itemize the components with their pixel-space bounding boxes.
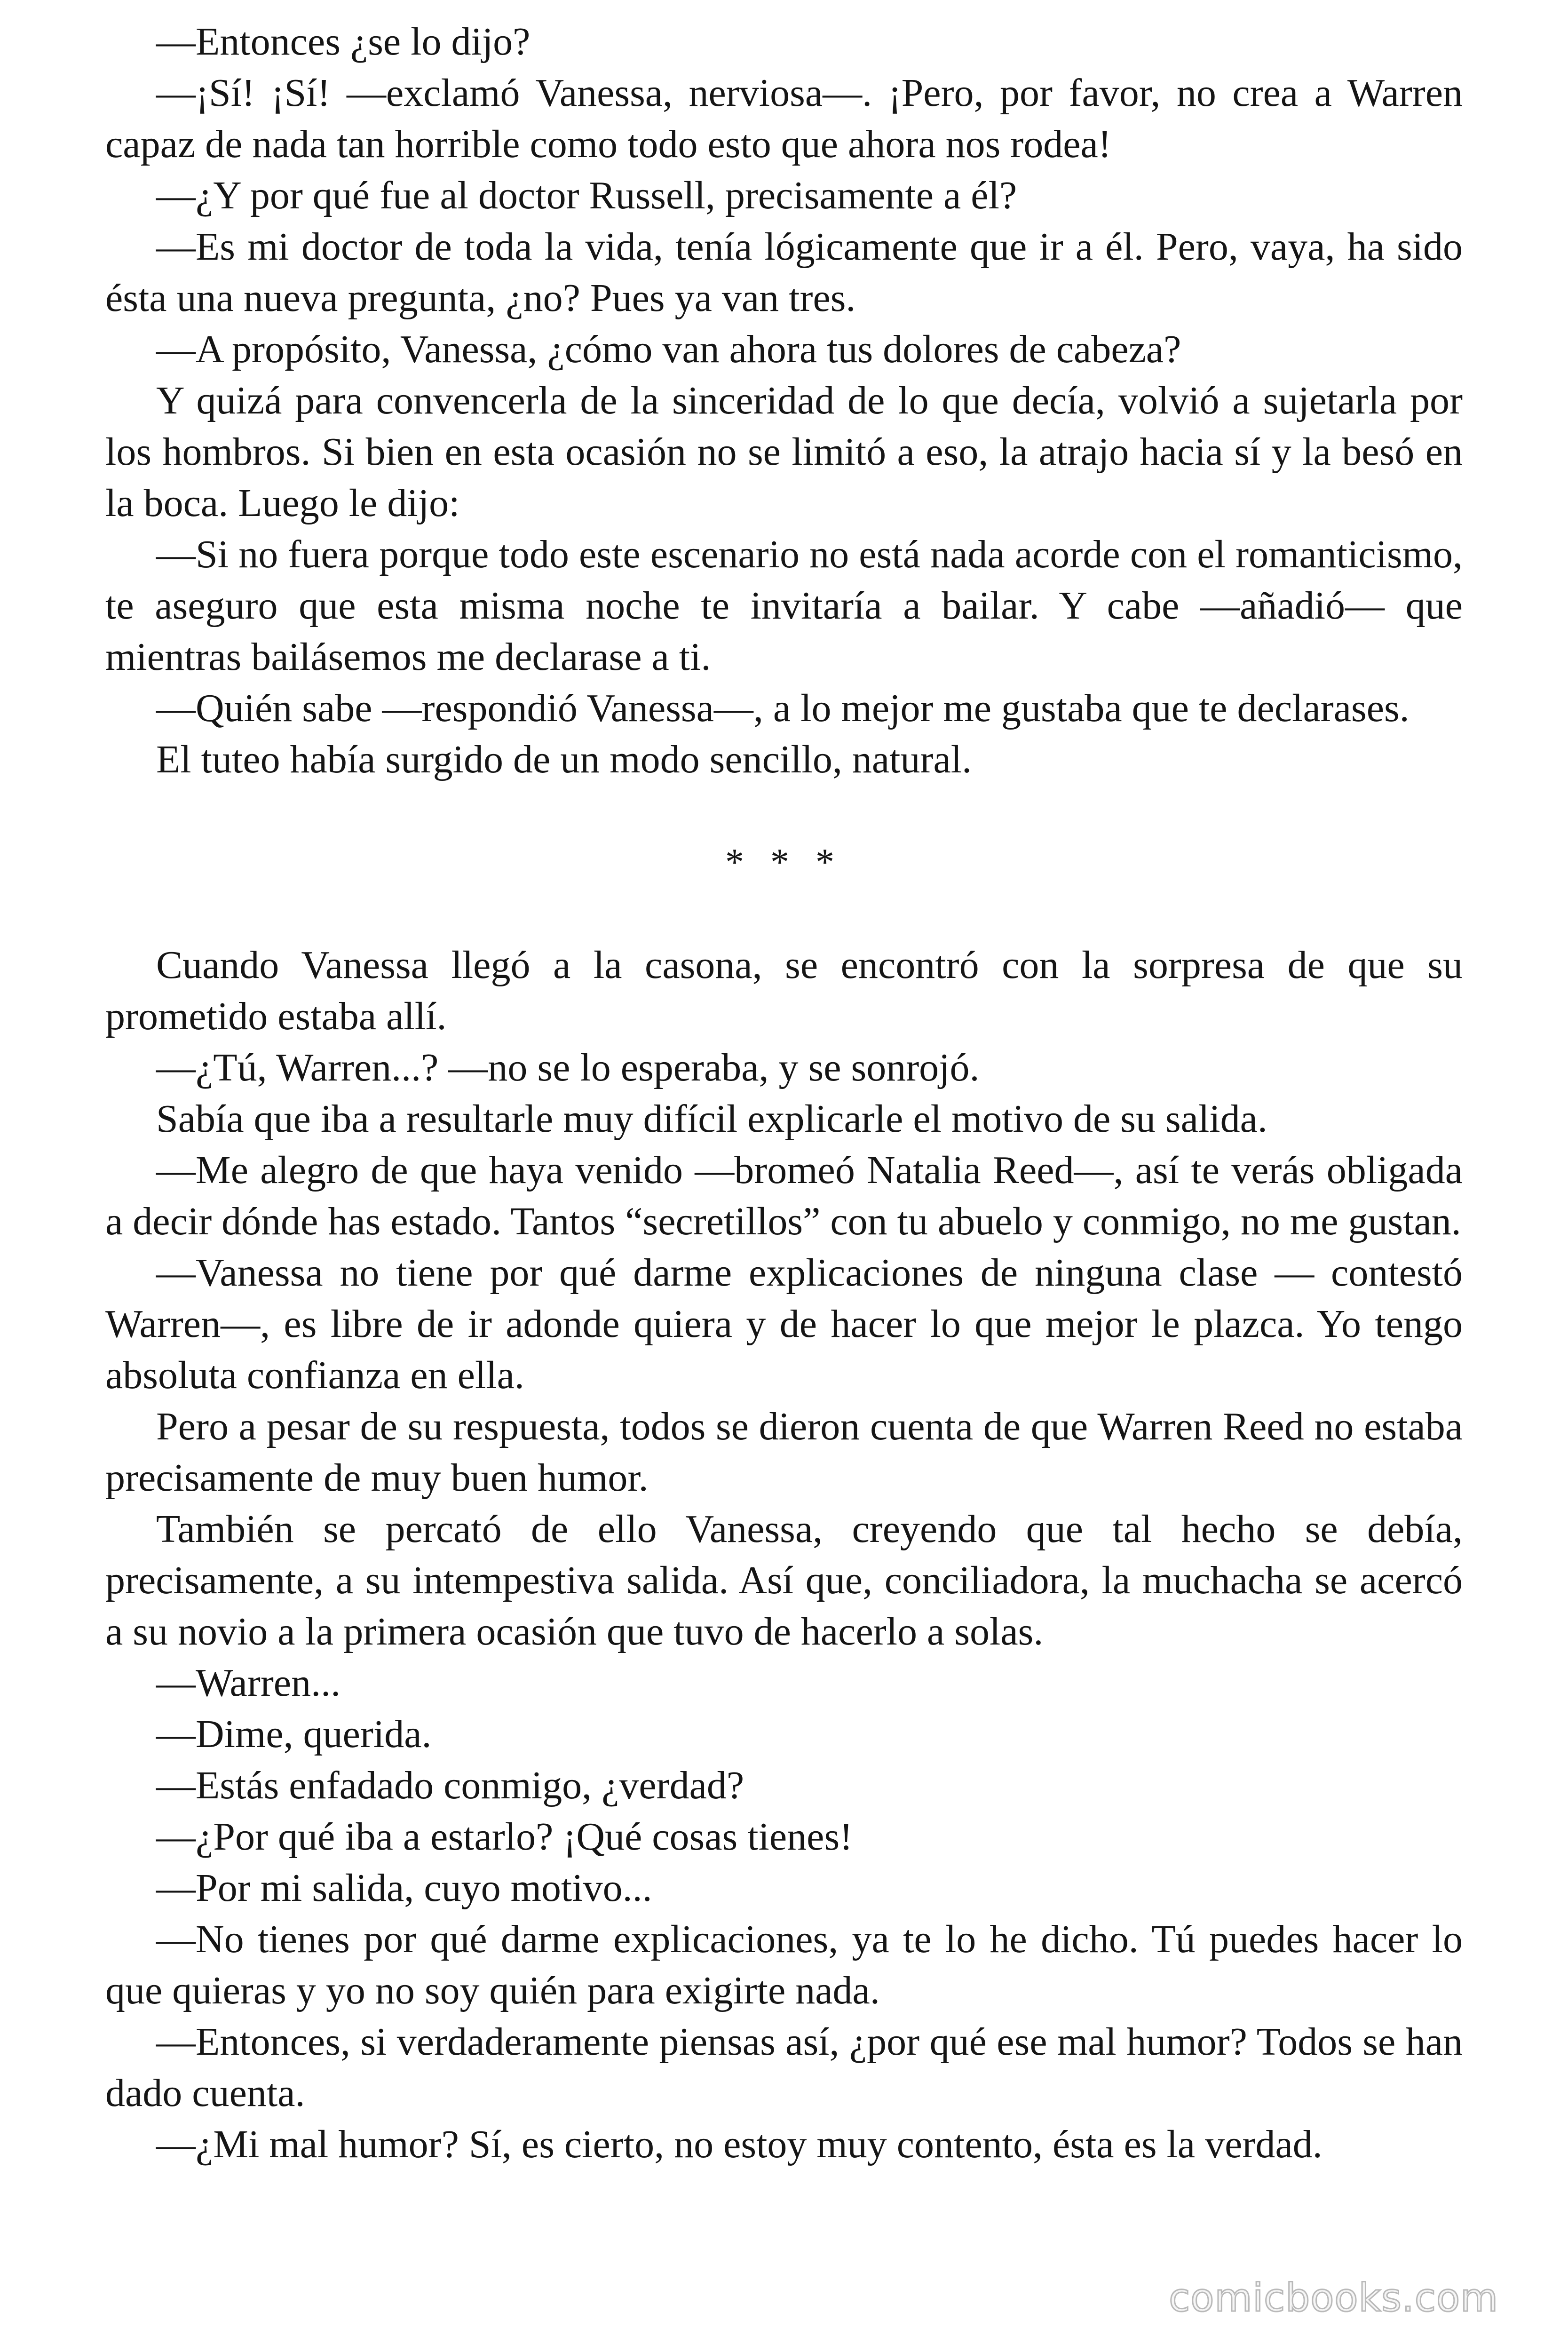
watermark: comicbooks.com [1169, 2276, 1498, 2320]
paragraph: Sabía que iba a resultarle muy difícil explicarle el motivo de su salida. [156, 1097, 1267, 1141]
paragraph: Y quizá para convencerla de la sinceridad de lo que decía, volvió a sujetarla por los hombros. Si bien en esta ocasión no se limitó a eso, la atrajo hacia sí y la besó en la boca. Luego le dijo: [105, 379, 1463, 525]
paragraph: —Warren... [156, 1661, 341, 1705]
paragraph: —Si no fuera porque todo este escenario no está nada acorde con el romanticismo, te aseguro que esta misma noche te invitaría a bailar. Y cabe —añadió— que mientras bailásemos me declarase a ti. [105, 532, 1463, 679]
section-separator: * * * [725, 842, 843, 883]
paragraph: También se percató de ello Vanessa, creyendo que tal hecho se debía, precisamente, a su intempestiva salida. Así que, conciliadora, la muchacha se acercó a su novio a la primera ocasión que tuvo de hacerlo a solas. [105, 1507, 1463, 1653]
paragraph: —Estás enfadado conmigo, ¿verdad? [156, 1764, 744, 1807]
paragraph: —Dime, querida. [156, 1712, 432, 1756]
paragraph: Cuando Vanessa llegó a la casona, se encontró con la sorpresa de que su prometido estaba allí. [105, 943, 1463, 1038]
paragraph: —Es mi doctor de toda la vida, tenía lógicamente que ir a él. Pero, vaya, ha sido ésta una nueva pregunta, ¿no? Pues ya van tres. [105, 225, 1463, 320]
paragraph: —No tienes por qué darme explicaciones, ya te lo he dicho. Tú puedes hacer lo que quieras y yo no soy quién para exigirte nada. [105, 1917, 1463, 2012]
text-column [105, 16, 1463, 2170]
paragraph: El tuteo había surgido de un modo sencillo, natural. [156, 738, 972, 781]
paragraph: —¿Y por qué fue al doctor Russell, precisamente a él? [156, 174, 1017, 217]
paragraph: Pero a pesar de su respuesta, todos se dieron cuenta de que Warren Reed no estaba precisamente de muy buen humor. [105, 1405, 1463, 1500]
paragraph: —Vanessa no tiene por qué darme explicaciones de ninguna clase — contestó Warren—, es libre de ir adonde quiera y de hacer lo que mejor le plazca. Yo tengo absoluta confianza en ella. [105, 1251, 1463, 1397]
paragraph: —Quién sabe —respondió Vanessa—, a lo mejor me gustaba que te declarases. [156, 686, 1410, 730]
paragraph: —Entonces ¿se lo dijo? [156, 20, 531, 64]
paragraph: —¿Mi mal humor? Sí, es cierto, no estoy muy contento, ésta es la verdad. [156, 2122, 1323, 2166]
paragraph: —¿Tú, Warren...? —no se lo esperaba, y se sonrojó. [156, 1046, 980, 1089]
paragraph: —Me alegro de que haya venido —bromeó Natalia Reed—, así te verás obligada a decir dónde has estado. Tantos “secretillos” con tu abuelo y conmigo, no me gustan. [105, 1148, 1463, 1243]
paragraph: —¿Por qué iba a estarlo? ¡Qué cosas tienes! [156, 1815, 853, 1859]
paragraph: —A propósito, Vanessa, ¿cómo van ahora tus dolores de cabeza? [156, 327, 1181, 371]
paragraph: —Entonces, si verdaderamente piensas así, ¿por qué ese mal humor? Todos se han dado cuenta. [105, 2020, 1463, 2115]
paragraph: —Por mi salida, cuyo motivo... [156, 1866, 652, 1910]
paragraph: —¡Sí! ¡Sí! —exclamó Vanessa, nerviosa—. ¡Pero, por favor, no crea a Warren capaz de nada tan horrible como todo esto que ahora nos rodea! [105, 71, 1463, 166]
